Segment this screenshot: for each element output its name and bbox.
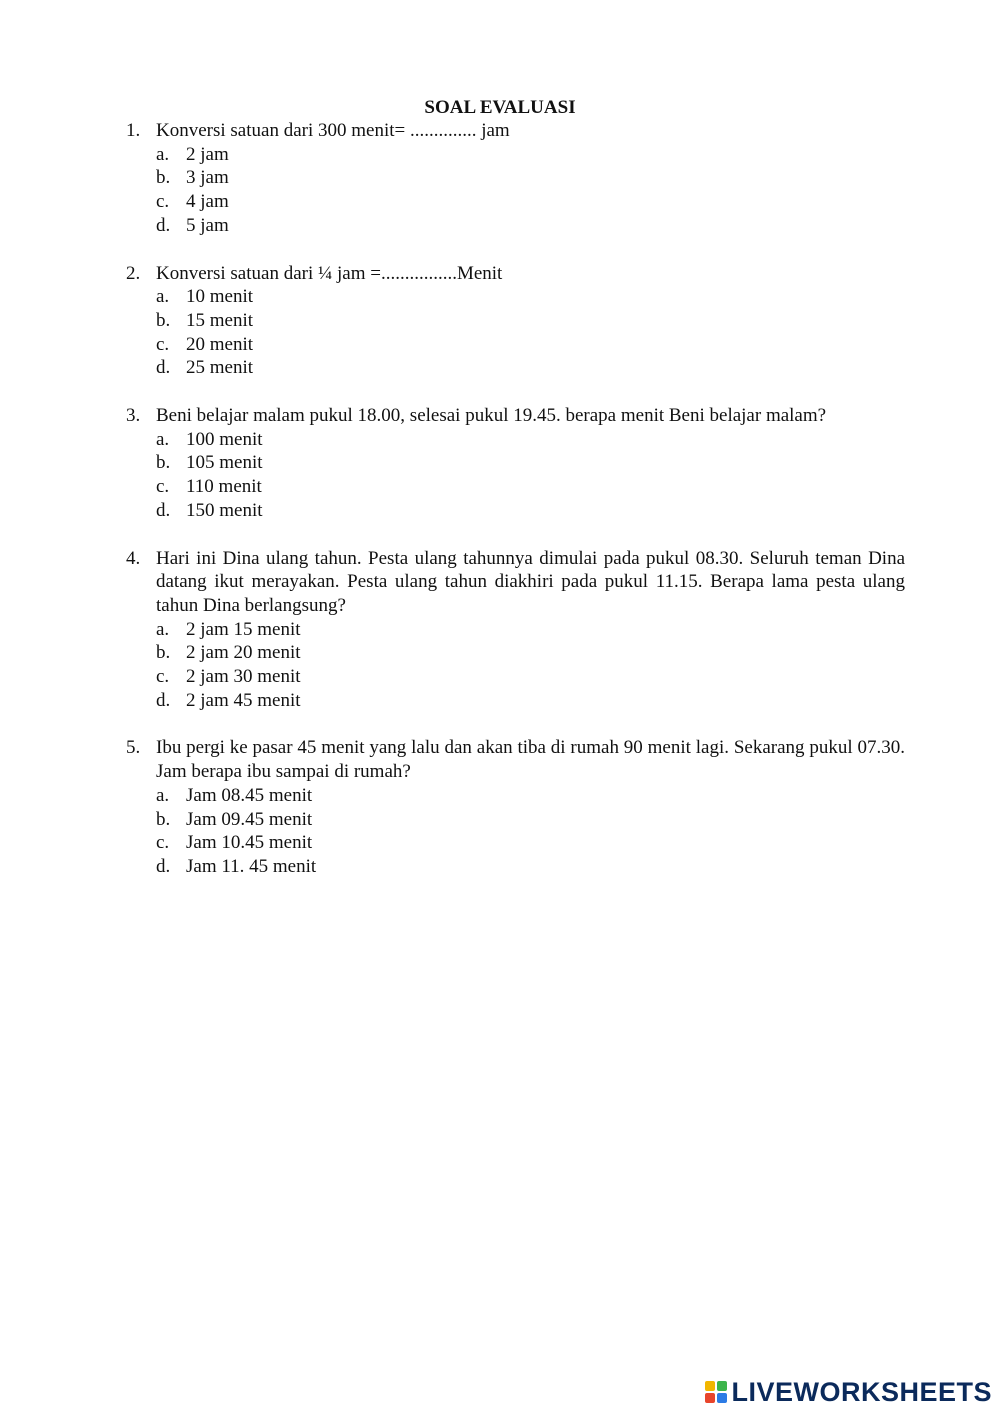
option-text: 10 menit [186, 286, 254, 308]
question-number: 4. [126, 547, 141, 569]
option-list [126, 428, 905, 523]
option-text: 105 menit [186, 452, 263, 474]
option-letter: a. [156, 428, 170, 450]
option-text: 2 jam 45 menit [186, 689, 301, 711]
option-letter: a. [156, 784, 170, 806]
option-letter: d. [156, 689, 171, 711]
question-stem [126, 736, 905, 783]
question-item [126, 736, 905, 878]
option-text: Jam 09.45 menit [186, 808, 313, 830]
question-item [126, 404, 905, 523]
answer-option[interactable] [126, 214, 905, 238]
option-text: 4 jam [186, 191, 229, 213]
question-number: 3. [126, 405, 141, 427]
question-item [126, 119, 905, 238]
answer-option[interactable] [126, 499, 905, 523]
option-letter: a. [156, 286, 170, 308]
answer-option[interactable] [126, 831, 905, 855]
option-letter: d. [156, 357, 171, 379]
option-text: 2 jam 15 menit [186, 618, 301, 640]
question-number: 5. [126, 737, 141, 759]
option-letter: b. [156, 452, 171, 474]
option-letter: c. [156, 666, 170, 688]
footer-brand[interactable] [705, 1377, 992, 1407]
option-text: 100 menit [186, 428, 263, 450]
option-text: Jam 11. 45 menit [186, 855, 317, 877]
option-text: 15 menit [186, 309, 254, 331]
option-text: 5 jam [186, 214, 229, 236]
question-stem [126, 119, 905, 143]
answer-option[interactable] [126, 784, 905, 808]
question-text: Beni belajar malam pukul 18.00, selesai pukul 19.45. berapa menit Beni belajar malam? [156, 405, 827, 427]
option-text: 110 menit [186, 476, 262, 498]
answer-option[interactable] [126, 665, 905, 689]
option-text: Jam 10.45 menit [186, 832, 313, 854]
answer-option[interactable] [126, 428, 905, 452]
option-letter: a. [156, 143, 170, 165]
page-title: SOAL EVALUASI [424, 97, 576, 118]
answer-option[interactable] [126, 356, 905, 380]
option-letter: c. [156, 476, 170, 498]
option-text: 2 jam 30 menit [186, 666, 301, 688]
option-letter: d. [156, 855, 171, 877]
option-text: 2 jam [186, 143, 229, 165]
logo-square-1 [705, 1381, 715, 1391]
answer-option[interactable] [126, 618, 905, 642]
option-letter: d. [156, 214, 171, 236]
option-list [126, 143, 905, 238]
option-letter: c. [156, 832, 170, 854]
option-letter: b. [156, 642, 171, 664]
option-text: 3 jam [186, 167, 229, 189]
answer-option[interactable] [126, 855, 905, 879]
logo-square-4 [717, 1393, 727, 1403]
question-stem [126, 404, 905, 428]
question-text: Hari ini Dina ulang tahun. Pesta ulang tahunnya dimulai pada pukul 08.30. Seluruh teman Dina datang ikut merayakan. Pesta ulang tahun diakhiri pada pukul 11.15. Berapa lama pesta ulang tahun Dina berlangsung? [156, 547, 905, 616]
logo-square-2 [717, 1381, 727, 1391]
option-text: Jam 08.45 menit [186, 784, 313, 806]
liveworksheets-logo-icon [705, 1381, 727, 1403]
option-letter: b. [156, 808, 171, 830]
option-list [126, 285, 905, 380]
question-stem [126, 262, 905, 286]
option-letter: d. [156, 499, 171, 521]
question-text: Konversi satuan dari ¼ jam =................Menit [156, 262, 503, 284]
answer-option[interactable] [126, 309, 905, 333]
question-number: 2. [126, 262, 141, 284]
option-list [126, 784, 905, 879]
brand-name: LIVEWORKSHEETS [731, 1377, 992, 1407]
answer-option[interactable] [126, 641, 905, 665]
question-text: Ibu pergi ke pasar 45 menit yang lalu dan akan tiba di rumah 90 menit lagi. Sekarang pukul 07.30. Jam berapa ibu sampai di rumah? [156, 737, 905, 783]
option-text: 20 menit [186, 333, 254, 355]
option-letter: b. [156, 309, 171, 331]
answer-option[interactable] [126, 808, 905, 832]
answer-option[interactable] [126, 190, 905, 214]
option-letter: c. [156, 333, 170, 355]
option-letter: a. [156, 618, 170, 640]
logo-square-3 [705, 1393, 715, 1403]
option-text: 2 jam 20 menit [186, 642, 301, 664]
question-stem [126, 547, 905, 618]
answer-option[interactable] [126, 475, 905, 499]
option-letter: b. [156, 167, 171, 189]
option-list [126, 618, 905, 713]
answer-option[interactable] [126, 689, 905, 713]
answer-option[interactable] [126, 166, 905, 190]
answer-option[interactable] [126, 451, 905, 475]
question-text: Konversi satuan dari 300 menit= .............. jam [156, 120, 510, 141]
question-item [126, 547, 905, 713]
answer-option[interactable] [126, 285, 905, 309]
question-item [126, 262, 905, 381]
question-list [126, 119, 905, 903]
question-number: 1. [126, 120, 141, 141]
answer-option[interactable] [126, 143, 905, 167]
option-text: 150 menit [186, 499, 263, 521]
answer-option[interactable] [126, 333, 905, 357]
option-text: 25 menit [186, 357, 254, 379]
option-letter: c. [156, 191, 170, 213]
